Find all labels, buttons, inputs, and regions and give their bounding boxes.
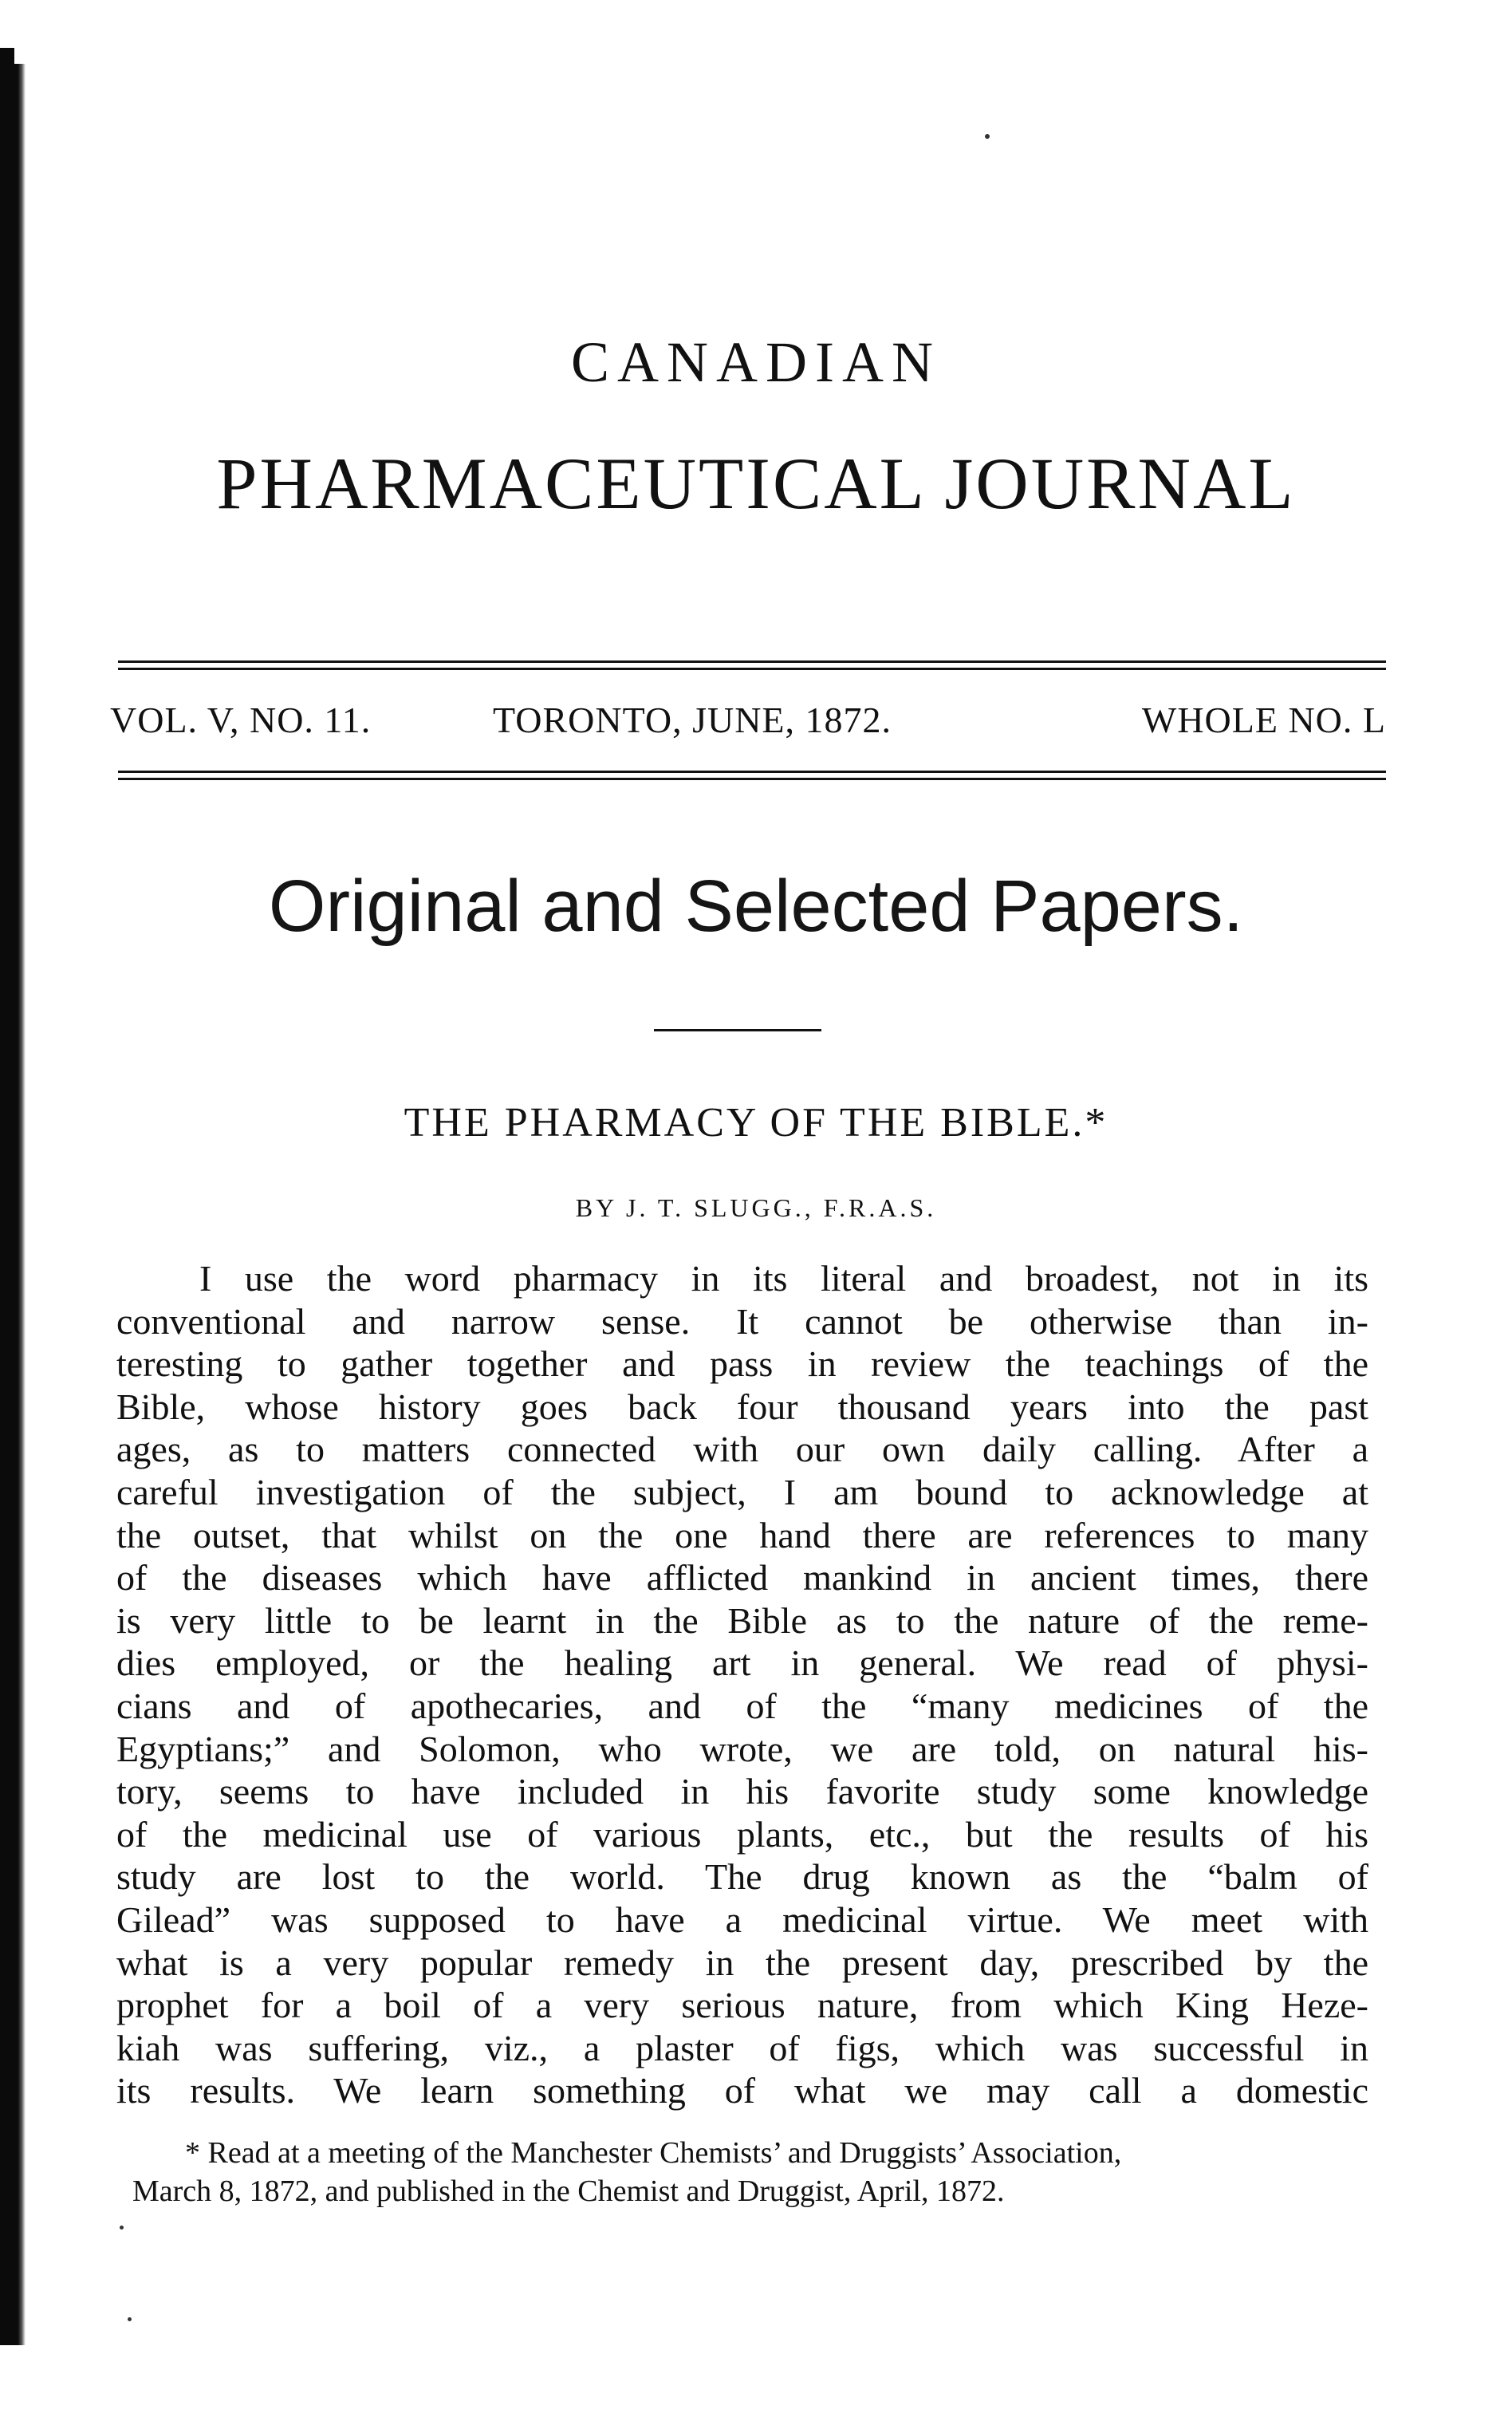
- footnote-line-1: * Read at a meeting of the Manchester Chemists’ and Druggists’ Association,: [185, 2136, 1122, 2170]
- body-text-line: is very little to be learnt in the Bible as to the nature of the reme-: [116, 1600, 1368, 1641]
- body-text-line: tory, seems to have included in his favorite study some knowledge: [116, 1771, 1368, 1812]
- footnote-line-2: March 8, 1872, and published in the Chemist and Druggist, April, 1872.: [132, 2174, 1005, 2208]
- masthead-title-small: CANADIAN: [571, 330, 941, 394]
- body-text-line: conventional and narrow sense. It cannot be otherwise than in-: [116, 1301, 1368, 1342]
- scan-speck: [128, 2317, 132, 2321]
- scan-speck: [985, 134, 990, 139]
- masthead-top-rule: [118, 660, 1386, 670]
- masthead-bottom-rule: [118, 771, 1386, 780]
- issue-place-date: TORONTO, JUNE, 1872.: [493, 700, 892, 740]
- scan-speck: [120, 2226, 124, 2230]
- body-text-line: kiah was suffering, viz., a plaster of figs, which was successful in: [116, 2028, 1368, 2068]
- body-text-line: Bible, whose history goes back four thousand years into the past: [116, 1386, 1368, 1427]
- body-text-line: ages, as to matters connected with our own daily calling. After a: [116, 1429, 1368, 1469]
- body-text-line: Egyptians;” and Solomon, who wrote, we are told, on natural his-: [116, 1729, 1368, 1769]
- section-divider: [654, 1029, 821, 1031]
- body-text-line: its results. We learn something of what we may call a domestic: [116, 2070, 1368, 2111]
- body-text-line: Gilead” was supposed to have a medicinal virtue. We meet with: [116, 1899, 1368, 1940]
- issue-whole-number: WHOLE NO. L: [1141, 700, 1386, 740]
- body-text-line: prophet for a boil of a very serious nature, from which King Heze-: [116, 1985, 1368, 2025]
- section-title: Original and Selected Papers.: [268, 865, 1244, 947]
- body-text-line: of the medicinal use of various plants, etc., but the results of his: [116, 1814, 1368, 1855]
- body-text-line: dies employed, or the healing art in general. We read of physi-: [116, 1642, 1368, 1683]
- article-title: THE PHARMACY OF THE BIBLE.*: [404, 1100, 1108, 1145]
- body-text-line: I use the word pharmacy in its literal and broadest, not in its: [199, 1258, 1368, 1299]
- body-text-line: study are lost to the world. The drug known as the “balm of: [116, 1856, 1368, 1897]
- issue-volume: VOL. V, NO. 11.: [110, 700, 372, 740]
- article-byline: BY J. T. SLUGG., F.R.A.S.: [575, 1193, 937, 1222]
- body-text-line: the outset, that whilst on the one hand there are references to many: [116, 1515, 1368, 1555]
- body-text-line: cians and of apothecaries, and of the “many medicines of the: [116, 1686, 1368, 1726]
- body-text-line: of the diseases which have afflicted mankind in ancient times, there: [116, 1557, 1368, 1598]
- body-text-line: careful investigation of the subject, I am bound to acknowledge at: [116, 1472, 1368, 1512]
- body-text-line: teresting to gather together and pass in review the teachings of the: [116, 1343, 1368, 1384]
- body-text-line: what is a very popular remedy in the present day, prescribed by the: [116, 1942, 1368, 1983]
- masthead-title-large: PHARMACEUTICAL JOURNAL: [216, 443, 1296, 524]
